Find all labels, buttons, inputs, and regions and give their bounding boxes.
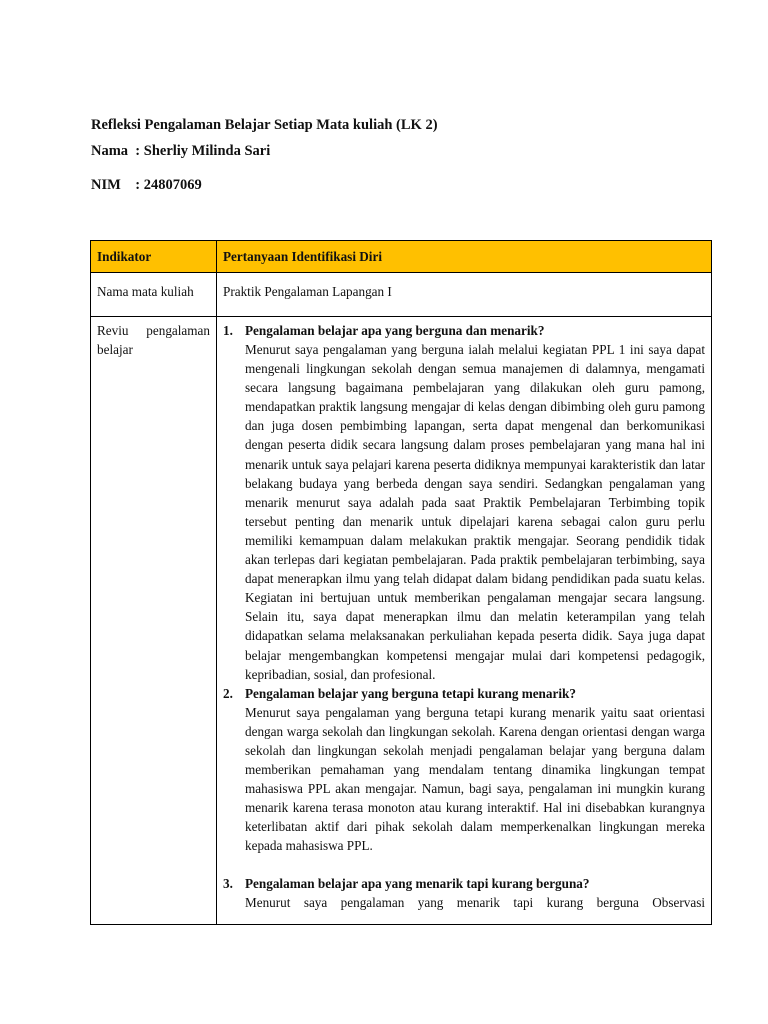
student-nim: NIM : 24807069 — [91, 177, 202, 193]
review-label-line1: Reviu pengalaman — [97, 323, 210, 338]
question-number: 3. — [223, 876, 233, 892]
question-item — [223, 684, 705, 856]
question-number: 1. — [223, 323, 233, 338]
table-header-row — [91, 241, 712, 273]
question-answer: Menurut saya pengalaman yang menarik tapi kurang berguna Observasi — [245, 895, 705, 911]
question-item — [223, 874, 705, 912]
header-indikator: Indikator — [91, 241, 217, 273]
student-name: Nama : Sherliy Milinda Sari — [91, 143, 271, 159]
review-label-cell — [91, 317, 217, 925]
question-title: Pengalaman belajar apa yang berguna dan menarik? — [245, 323, 545, 338]
question-answer: Menurut saya pengalaman yang berguna tetapi kurang menarik yaitu saat orientasi dengan warga sekolah dan lingkungan sekolah. Karena dengan orientasi dengan warga sekolah dan lingkungan sekolah menjadi pengalaman belajar yang berguna dalam memberikan pemahaman yang mendalam tentang dinamika lingkungan tempat mahasiswa PPL akan mengajar. Namun, bagi saya, pengalaman ini mungkin kurang menarik karena terasa monoton atau kurang interaktif. Hal ini disebabkan kurangnya keterlibatan aktif dari pihak sekolah dalam memperkenalkan lingkungan mereka kepada mahasiswa PPL. — [245, 704, 705, 854]
reflection-table — [90, 240, 712, 925]
question-title: Pengalaman belajar apa yang menarik tapi kurang berguna? — [245, 876, 590, 892]
course-value: Praktik Pengalaman Lapangan I — [217, 273, 712, 317]
question-item — [223, 321, 705, 684]
table-row — [91, 273, 712, 317]
document-title: Refleksi Pengalaman Belajar Setiap Mata kuliah (LK 2) — [91, 117, 438, 133]
review-questions-cell — [217, 317, 712, 925]
review-label-line2: belajar — [97, 342, 133, 357]
question-number: 2. — [223, 685, 233, 701]
table-row — [91, 317, 712, 925]
question-answer: Menurut saya pengalaman yang berguna ialah melalui kegiatan PPL 1 ini saya dapat mengenali lingkungan sekolah dengan semua manajemen di dalamnya, mengamati secara langsung bagaimana pembelajaran yang dilakukan oleh guru pamong, mendapatkan praktik langsung mengajar di kelas dengan dibimbing oleh guru pamong dan juga dosen pembimbing lapangan, serta dapat mengenal dan berkomunikasi dengan peserta didik secara langsung dalam proses pembelajaran yang mana hal ini menarik untuk saya pelajari karena peserta didiknya mempunyai karakteristik dan latar belakang budaya yang berbeda dengan saya sendiri. Sedangkan pengalaman yang menarik menurut saya adalah pada saat Praktik Pembelajaran Terbimbing topik tersebut penting dan menarik untuk dipelajari karena sebagai calon guru perlu memiliki kemampuan dalam melakukan praktik mengajar. Seorang pendidik tidak akan terlepas dari kegiatan pembelajaran. Pada praktik pembelajaran terbimbing, saya dapat menerapkan ilmu yang telah didapat dalam bidang pendidikan pada suatu kelas. Kegiatan ini bertujuan untuk memberikan pengalaman mengajar secara langsung. Selain itu, saya dapat menerapkan ilmu dan melatin keterampilan yang telah didapatkan selama melaksanakan perkuliahan kepada peserta didik. Saya juga dapat belajar mengembangkan kompetensi mengajar mulai dari kompetensi pedagogik, kepribadian, sosial, dan profesional. — [245, 342, 705, 682]
course-label: Nama mata kuliah — [91, 273, 217, 317]
header-pertanyaan: Pertanyaan Identifikasi Diri — [217, 241, 712, 273]
question-title: Pengalaman belajar yang berguna tetapi kurang menarik? — [245, 685, 576, 701]
